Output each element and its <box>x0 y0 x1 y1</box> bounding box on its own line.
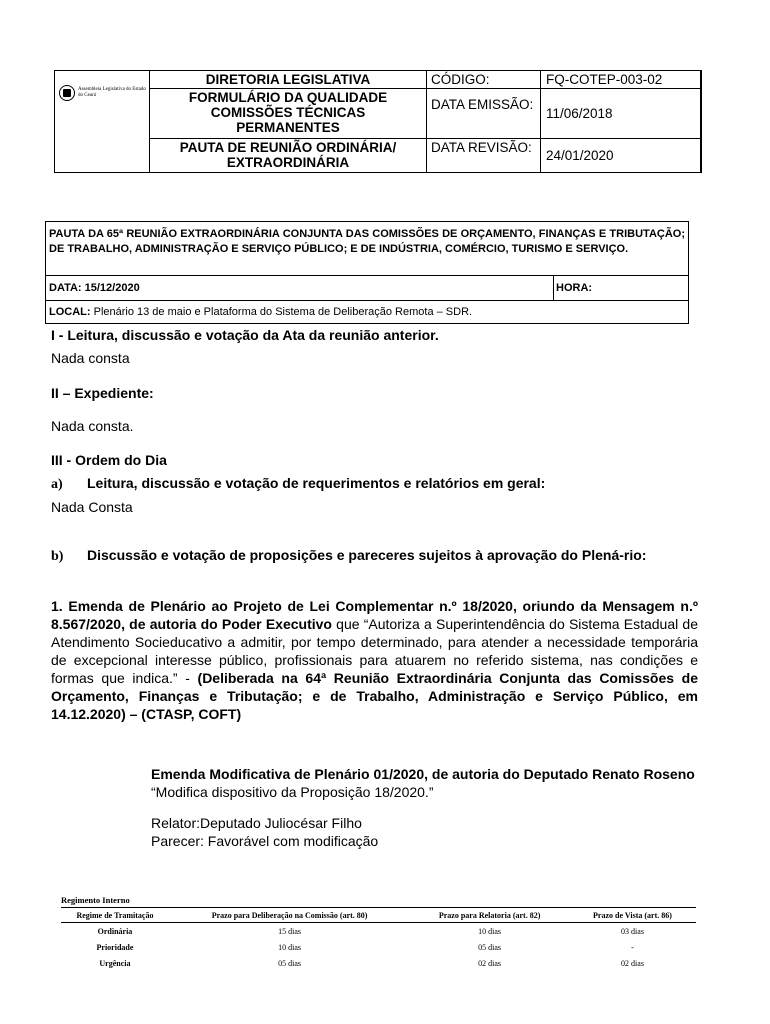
logo-cell <box>55 71 150 172</box>
meeting-date: DATA: 15/12/2020 <box>49 282 140 294</box>
section-3a-body: Nada Consta <box>51 499 133 515</box>
table-cell: 02 dias <box>621 959 644 968</box>
section-3b <box>51 546 698 566</box>
table-row <box>61 955 696 971</box>
table-cell: 03 dias <box>621 927 644 936</box>
org-name: DIRETORIA LEGISLATIVA <box>150 71 427 89</box>
col-deliberacao: Prazo para Deliberação na Comissão (art. 80) <box>169 908 410 923</box>
regimento-table <box>61 895 696 971</box>
emissao-value: 11/06/2018 <box>541 89 701 139</box>
row-divider <box>553 276 554 300</box>
codigo-value: FQ-COTEP-003-02 <box>541 71 701 89</box>
seal-icon <box>59 85 75 101</box>
amendment-parecer: Parecer: Favorável com modificação <box>151 833 379 849</box>
section-1-body: Nada consta <box>51 350 130 366</box>
amendment-block <box>151 765 698 850</box>
meeting-info <box>45 221 689 324</box>
amendment-title: Emenda Modificativa de Plenário 01/2020, de autoria do Deputado Renato Roseno <box>151 766 695 782</box>
section-3a-title: Leitura, discussão e votação de requerimentos e relatórios em geral: <box>87 475 546 491</box>
meeting-time: HORA: <box>556 282 593 294</box>
codigo-label: CÓDIGO: <box>427 71 541 89</box>
meeting-location <box>46 301 688 324</box>
section-1-title: I - Leitura, discussão e votação da Ata da reunião anterior. <box>51 327 439 343</box>
meeting-title: PAUTA DA 65ª REUNIÃO EXTRAORDINÁRIA CONJUNTA DAS COMISSÕES DE ORÇAMENTO, FINANÇAS E TRIBUTAÇÃO; DE TRABALHO, ADMINISTRAÇÃO E SERVIÇO PÚBLICO; E DE INDÚSTRIA, COMÉRCIO, TURISMO E SERVIÇO. <box>46 222 688 276</box>
revisao-value: 24/01/2020 <box>541 139 701 172</box>
table-cell: 10 dias <box>478 927 502 936</box>
agenda-item-1 <box>51 597 698 723</box>
section-2-title: II – Expediente: <box>51 385 154 401</box>
col-regime: Regime de Tramitação <box>61 908 169 923</box>
item-1-tail: (Deliberada na 64ª Reunião Extraordinária Conjunta das Comissões de Orçamento, Finanças e Tributação; e de Trabalho, Administração e Serviço Público, em 14.12.2020) – (CTASP, COFT) <box>51 670 699 722</box>
amendment-description: “Modifica dispositivo da Proposição 18/2020.” <box>151 784 434 800</box>
emissao-label: DATA EMISSÃO: <box>427 89 541 139</box>
revisao-label: DATA REVISÃO: <box>427 139 541 172</box>
table-cell: - <box>631 943 634 952</box>
section-3b-marker: b) <box>51 549 64 564</box>
document-type: PAUTA DE REUNIÃO ORDINÁRIA/ EXTRAORDINÁRIA <box>150 139 427 172</box>
logo-text: Assembleia Legislativa do Estado do Ceará <box>78 87 146 98</box>
regime-cell: Urgência <box>99 959 131 968</box>
meeting-datetime-row <box>46 276 688 301</box>
table-row <box>61 923 696 940</box>
section-3a-marker: a) <box>51 477 63 492</box>
section-3-title: III - Ordem do Dia <box>51 452 167 468</box>
table-cell: 10 dias <box>278 943 302 952</box>
table-cell: 05 dias <box>478 943 502 952</box>
item-1-text: que “Autoriza a Superintendência do Sistema Estadual de Atendimento Socieducativo a admitir, por tempo determinado, para atender a necessidade temporária de excepcional interesse público, profissionais para atuarem no referido sistema, nas condições e formas que indica.” - <box>51 616 699 686</box>
section-2-body: Nada consta. <box>51 418 134 434</box>
location-value: Plenário 13 de maio e Plataforma do Sistema de Deliberação Remota – SDR. <box>90 306 473 318</box>
location-label: LOCAL: <box>49 306 91 318</box>
table-row <box>61 939 696 955</box>
institution-logo <box>59 85 146 101</box>
col-vista: Prazo de Vista (art. 86) <box>569 908 696 923</box>
section-3b-title: Discussão e votação de proposições e pareceres sujeitos à aprovação do Plená-rio: <box>87 547 647 563</box>
item-1-lead: 1. Emenda de Plenário ao Projeto de Lei Complementar n.º 18/2020, oriundo da Mensagem n.º 8.567/2020, de autoria do Poder Executivo <box>51 598 698 632</box>
table-cell: 05 dias <box>278 959 302 968</box>
section-3a <box>51 474 545 494</box>
table-cell: 02 dias <box>478 959 502 968</box>
form-title: FORMULÁRIO DA QUALIDADE COMISSÕES TÉCNICAS PERMANENTES <box>150 89 427 139</box>
amendment-relator: Relator:Deputado Juliocésar Filho <box>151 815 362 831</box>
col-relatoria: Prazo para Relatoria (art. 82) <box>410 908 569 923</box>
regime-cell: Ordinária <box>97 927 133 936</box>
regimento-title: Regimento Interno <box>61 895 130 905</box>
document-header <box>54 70 702 173</box>
table-cell: 15 dias <box>278 927 302 936</box>
regime-cell: Prioridade <box>96 943 134 952</box>
